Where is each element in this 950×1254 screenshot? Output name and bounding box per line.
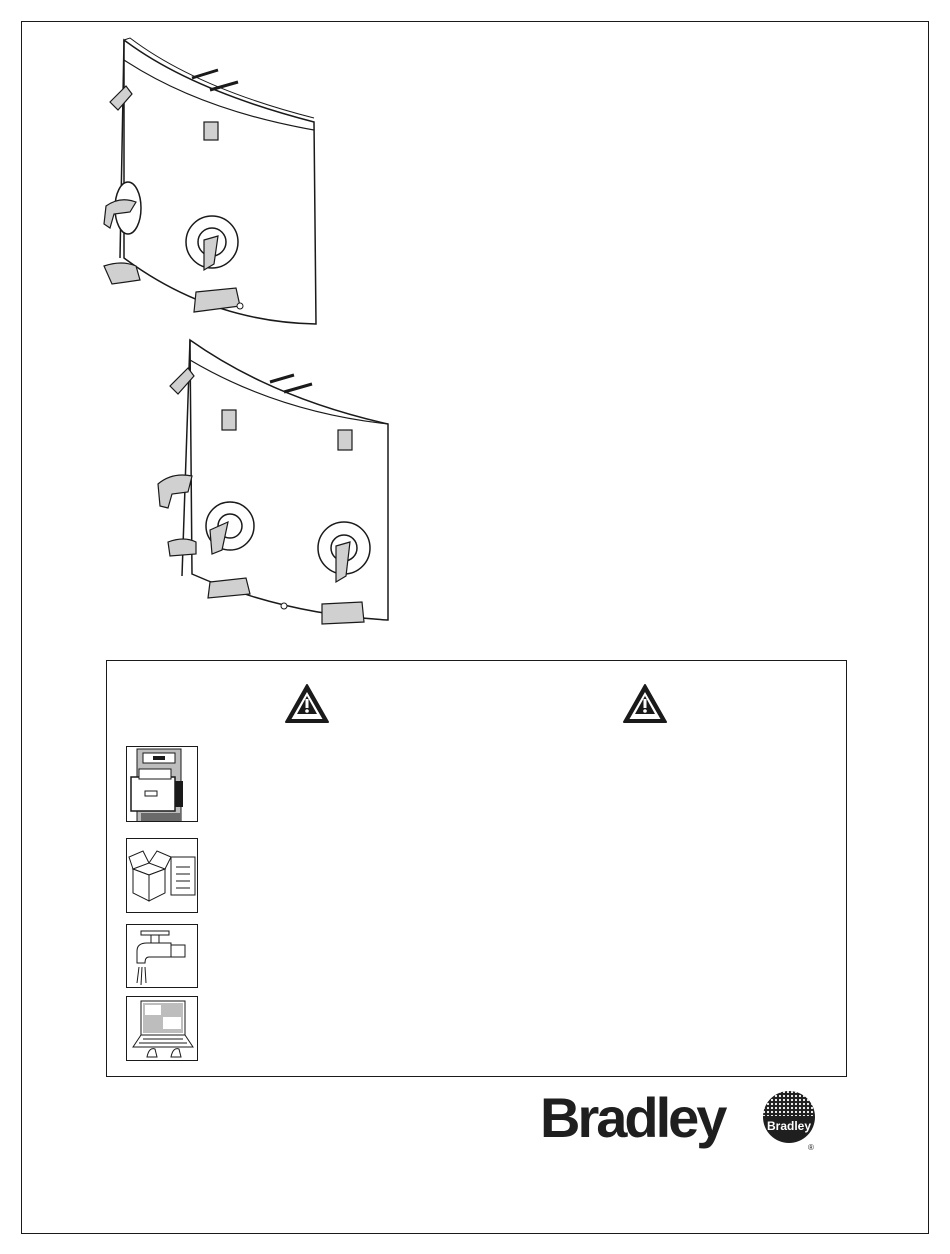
- brand-wordmark: Bradley: [540, 1086, 725, 1149]
- warning-triangle-icon: [622, 683, 668, 730]
- file-cabinet-icon: [126, 746, 198, 822]
- globe-label: Bradley: [766, 1119, 812, 1133]
- globe-icon: [762, 1090, 818, 1157]
- warning-triangle-icon: [284, 683, 330, 730]
- three-station-wash-panel-illustration: [152, 332, 392, 636]
- warning-box: [106, 660, 847, 1077]
- registered-mark: ®: [808, 1143, 814, 1152]
- laptop-website-icon: [126, 996, 198, 1061]
- water-supply-faucet-icon: [126, 924, 198, 988]
- shipping-box-document-icon: [126, 838, 198, 913]
- two-station-wash-panel-illustration: [100, 30, 330, 330]
